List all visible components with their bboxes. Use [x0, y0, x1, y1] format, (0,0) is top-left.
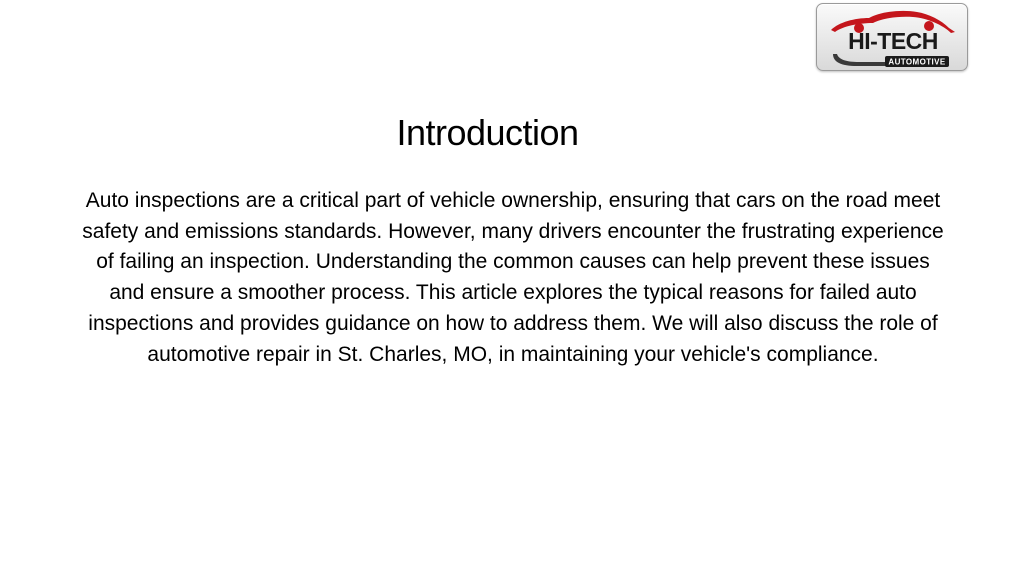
logo-subtitle-text: AUTOMOTIVE — [888, 57, 946, 67]
hi-tech-automotive-logo — [816, 3, 968, 71]
logo-brand-text: HI-TECH — [848, 28, 938, 54]
logo-underline-swoosh — [833, 54, 887, 66]
car-logo-icon — [817, 4, 968, 71]
slide-title: Introduction — [396, 112, 579, 153]
slide-body-text: Auto inspections are a critical part of vehicle ownership, ensuring that cars on the road meet safety and emissions standards. However, many drivers encounter the frustrating experience of failing an inspection. Understanding the common causes can help prevent these issues and ensure a smoother process. This article explores the typical reasons for failed auto inspections and provides guidance on how to address them. We will also discuss the role of automotive repair in St. Charles, MO, in maintaining your vehicle's compliance. — [82, 189, 944, 366]
